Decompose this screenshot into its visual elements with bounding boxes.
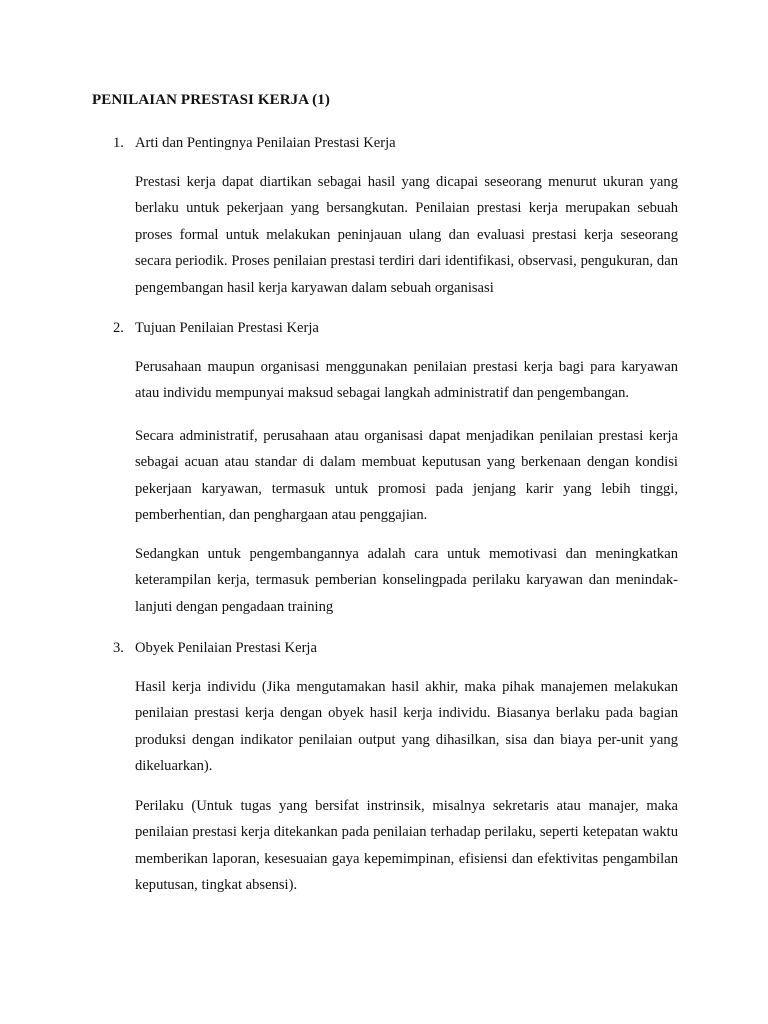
paragraph: Prestasi kerja dapat diartikan sebagai hasil yang dicapai seseorang menurut ukuran yang berlaku untuk pekerjaan yang bersangkutan. Penilaian prestasi kerja merupakan sebuah proses formal untuk melakukan peninjauan ulang dan evaluasi prestasi kerja seseorang secara periodik. Proses penilaian prestasi terdiri dari identifikasi, observasi, pengukuran, dan pengembangan hasil kerja karyawan dalam sebuah organisasi — [135, 174, 678, 296]
section-heading-text: Arti dan Pentingnya Penilaian Prestasi Kerja — [135, 135, 396, 151]
section-heading-1 — [113, 133, 396, 153]
section-heading-text: Obyek Penilaian Prestasi Kerja — [135, 640, 317, 656]
paragraph: Perilaku (Untuk tugas yang bersifat instrinsik, misalnya sekretaris atau manajer, maka penilaian prestasi kerja ditekankan pada penilaian terhadap perilaku, seperti ketepatan waktu memberikan laporan, kesesuaian gaya kepemimpinan, efisiensi dan efektivitas pengambilan keputusan, tingkat absensi). — [135, 798, 678, 894]
section-number: 2. — [113, 320, 124, 336]
paragraph: Sedangkan untuk pengembangannya adalah cara untuk memotivasi dan meningkatkan keterampilan kerja, termasuk pemberian konselingpada perilaku karyawan dan menindak-lanjuti dengan pengadaan training — [135, 546, 678, 615]
section-number: 1. — [113, 135, 124, 151]
document-title: PENILAIAN PRESTASI KERJA (1) — [92, 92, 330, 108]
paragraph: Perusahaan maupun organisasi menggunakan penilaian prestasi kerja bagi para karyawan atau individu mempunyai maksud sebagai langkah administratif dan pengembangan. — [135, 359, 678, 402]
section-heading-2 — [113, 318, 319, 338]
section-heading-text: Tujuan Penilaian Prestasi Kerja — [135, 320, 319, 336]
section-heading-3 — [113, 638, 317, 658]
section-number: 3. — [113, 640, 124, 656]
paragraph: Secara administratif, perusahaan atau organisasi dapat menjadikan penilaian prestasi kerja sebagai acuan atau standar di dalam membuat keputusan yang berkenaan dengan kondisi pekerjaan karyawan, termasuk untuk promosi pada jenjang karir yang lebih tinggi, pemberhentian, dan penghargaan atau penggajian. — [135, 428, 678, 524]
paragraph: Hasil kerja individu (Jika mengutamakan hasil akhir, maka pihak manajemen melakukan penilaian prestasi kerja dengan obyek hasil kerja individu. Biasanya berlaku pada bagian produksi dengan indikator penilaian output yang dihasilkan, sisa dan biaya per-unit yang dikeluarkan). — [135, 679, 678, 775]
